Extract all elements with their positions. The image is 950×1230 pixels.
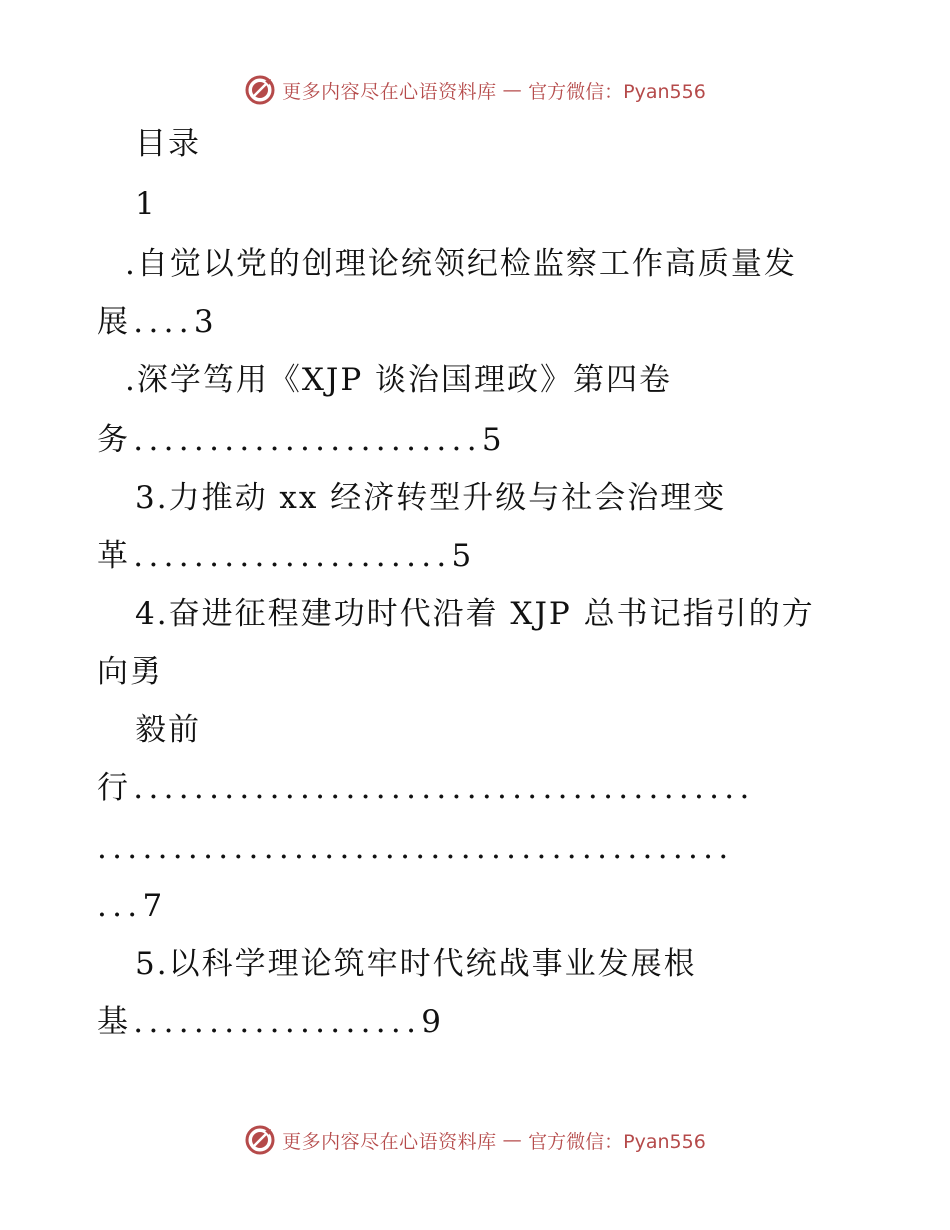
banner-wechat: 官方微信：Pyan556 bbox=[528, 80, 706, 103]
banner-dash: — bbox=[502, 1129, 523, 1151]
toc-item-2-line-1: .深学笃用《XJP 谈治国理政》第四卷 bbox=[125, 362, 673, 398]
header-banner bbox=[0, 70, 950, 110]
toc-item-4-line-5: .......................................... bbox=[97, 830, 734, 866]
toc-item-4-line-2: 向勇 bbox=[97, 654, 163, 690]
toc-item-4-line-6: ...7 bbox=[97, 888, 168, 924]
toc-item-1-line-1: .自觉以党的创理论统领纪检监察工作高质量发 bbox=[125, 246, 797, 282]
toc-item-1-line-2: 展....3 bbox=[97, 304, 219, 340]
toc-item-3-line-2: 革.....................5 bbox=[97, 538, 477, 574]
banner-wechat: 官方微信：Pyan556 bbox=[528, 1130, 706, 1153]
toc-item-5-line-1: 5.以科学理论筑牢时代统战事业发展根 bbox=[135, 946, 697, 982]
pen-logo-icon bbox=[244, 74, 276, 106]
banner-text: 更多内容尽在心语资料库 bbox=[282, 1130, 497, 1153]
toc-number-1: 1 bbox=[135, 186, 157, 222]
toc-item-4-line-1: 4.奋进征程建功时代沿着 XJP 总书记指引的方 bbox=[135, 596, 815, 632]
pen-logo-icon bbox=[244, 1124, 276, 1156]
banner-dash: — bbox=[502, 79, 523, 101]
toc-title: 目录 bbox=[135, 126, 201, 162]
toc-item-5-line-2: 基...................9 bbox=[97, 1004, 447, 1040]
toc-item-2-line-2: 务.......................5 bbox=[97, 422, 507, 458]
toc-item-4-line-3: 毅前 bbox=[135, 712, 201, 748]
footer-banner bbox=[0, 1120, 950, 1160]
toc-item-4-line-4: 行......................................... bbox=[97, 770, 755, 806]
toc-item-3-line-1: 3.力推动 xx 经济转型升级与社会治理变 bbox=[135, 480, 727, 516]
banner-text: 更多内容尽在心语资料库 bbox=[282, 80, 497, 103]
